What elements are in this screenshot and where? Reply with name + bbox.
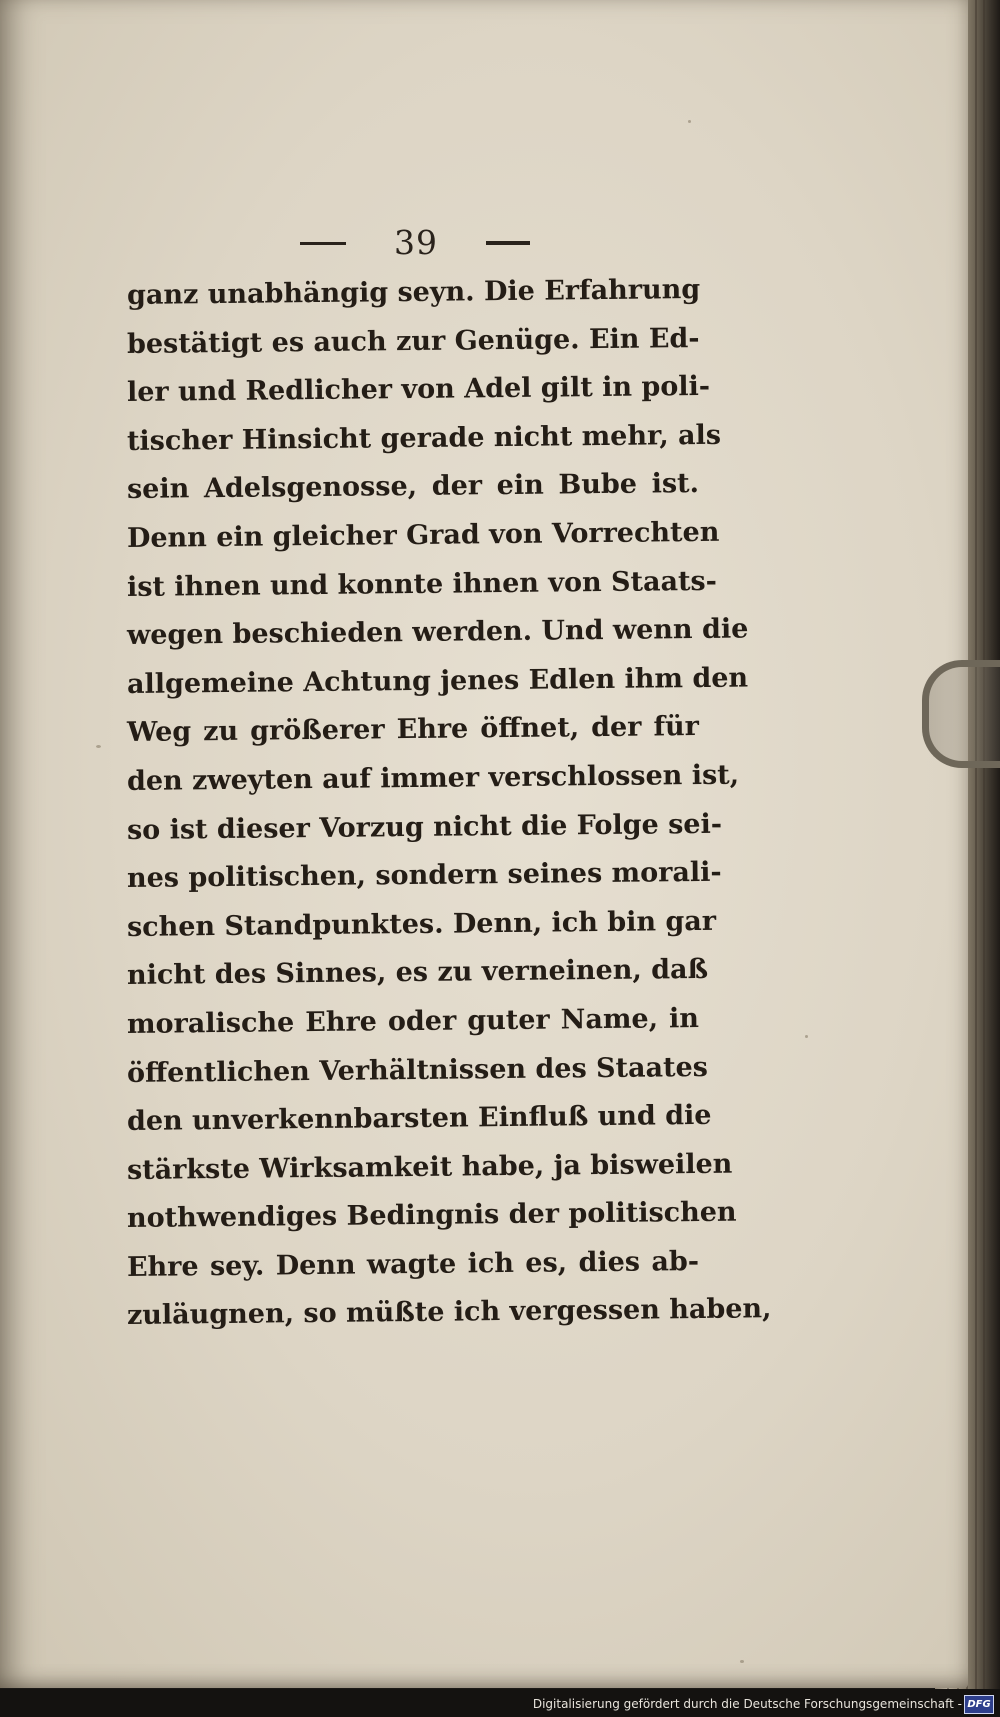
text-line: wegen beschieden werden. Und wenn die [126,613,749,652]
text-line: öffentlichen Verhältnissen des Staates [126,1051,709,1089]
paper-speck [805,1035,808,1038]
text-line: Ehre sey. Denn wagte ich es, dies ab- [126,1245,700,1283]
paper-speck [688,120,691,123]
text-line: tischer Hinsicht gerade nicht mehr, als [126,419,722,457]
body-text [126,272,772,1341]
text-line: zuläugnen, so müßte ich vergessen haben, [126,1293,772,1332]
paper-speck [96,745,101,748]
text-line: den unverkennbarsten Einfluß und die [126,1099,712,1138]
text-line: schen Standpunktes. Denn, ich bin gar [126,905,717,943]
text-line: ler und Redlicher von Adel gilt in poli- [126,371,711,409]
paper-speck [740,1660,744,1663]
funding-credit: Digitalisierung gefördert durch die Deutsche Forschungsgemeinschaft - [532,1697,962,1711]
text-line: nothwendiges Bedingnis der politischen [126,1196,737,1235]
text-line: moralische Ehre oder guter Name, in [126,1002,700,1040]
page-number: 39 [394,222,438,262]
text-line: Denn ein gleicher Grad von Vorrechten [126,516,720,554]
text-line: Weg zu größerer Ehre öffnet, der für [126,711,700,749]
page-clip [922,660,1000,768]
text-line: nes politischen, sondern seines morali- [126,856,722,895]
text-line: stärkste Wirksamkeit habe, ja bisweilen [126,1148,733,1186]
text-line: allgemeine Achtung jenes Edlen ihm den [126,662,749,700]
text-line: ist ihnen und konnte ihnen von Staats- [126,565,718,603]
text-line: sein Adelsgenosse, der ein Bube ist. [126,468,700,506]
text-line: so ist dieser Vorzug nicht die Folge sei- [126,808,723,846]
text-line: nicht des Sinnes, es zu verneinen, daß [126,954,709,992]
text-line: den zweyten auf immer verschlossen ist, [126,759,740,797]
text-line: ganz unabhängig seyn. Die Erfahrung [126,273,701,311]
header-dash-left [300,242,346,245]
header-dash-right [486,241,530,245]
dfg-logo [964,1695,994,1714]
page-header [300,222,530,262]
text-line: bestätigt es auch zur Genüge. Ein Ed- [126,322,700,360]
dfg-logo-text: DFG [967,1699,991,1710]
